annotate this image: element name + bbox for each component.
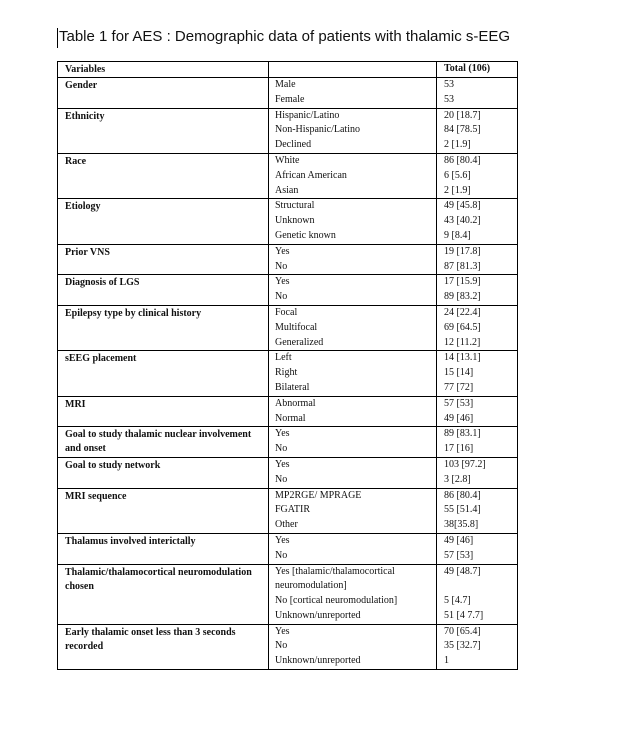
- value-label: 55 [51.4]: [444, 504, 481, 516]
- category-label: Left: [275, 352, 292, 364]
- demographics-table: [57, 61, 518, 670]
- category-label: Normal: [275, 412, 306, 424]
- value-label: 2 [1.9]: [444, 139, 471, 151]
- category-label: Multifocal: [275, 321, 318, 333]
- value-label: [437, 579, 517, 594]
- category-label: Non-Hispanic/Latino: [275, 124, 360, 136]
- value-label: 3 [2.8]: [444, 473, 471, 485]
- value-label: 57 [53]: [444, 549, 474, 561]
- category-cell: [269, 396, 437, 427]
- table-row: [58, 396, 518, 427]
- variable-cell: [58, 351, 269, 396]
- variable-label: Epilepsy type by clinical history: [65, 307, 202, 319]
- value-label: 103 [97.2]: [444, 458, 486, 470]
- variable-label: Thalamic/thalamocortical neuromodulation chosen: [65, 566, 252, 592]
- category-label: Yes: [275, 276, 290, 288]
- category-label: No [cortical neuromodulation]: [275, 595, 398, 607]
- variable-cell: [58, 244, 269, 275]
- value-label: 19 [17.8]: [444, 245, 481, 257]
- table-row: [58, 457, 518, 488]
- category-label: Asian: [275, 184, 299, 196]
- value-cell: [437, 564, 518, 624]
- variable-label: Thalamus involved interictally: [65, 535, 196, 547]
- category-label: African American: [275, 169, 347, 181]
- value-cell: [437, 78, 518, 109]
- variable-cell: [58, 396, 269, 427]
- category-label: Yes: [275, 534, 290, 546]
- table-row: [58, 78, 518, 109]
- value-label: 86 [80.4]: [444, 489, 481, 501]
- category-label: Hispanic/Latino: [275, 109, 340, 121]
- category-cell: [269, 275, 437, 306]
- value-label: 20 [18.7]: [444, 109, 481, 121]
- variable-label: MRI sequence: [65, 490, 127, 502]
- table-row: [58, 533, 518, 564]
- category-label: Yes: [275, 625, 290, 637]
- variable-cell: [58, 427, 269, 458]
- category-label: Genetic known: [275, 229, 336, 241]
- variable-label: Prior VNS: [65, 246, 110, 258]
- value-cell: [437, 153, 518, 198]
- category-cell: [269, 427, 437, 458]
- variable-label: Goal to study network: [65, 459, 161, 471]
- value-cell: [437, 624, 518, 669]
- category-cell: [269, 564, 437, 624]
- variable-label: Early thalamic onset less than 3 seconds recorded: [65, 626, 236, 652]
- value-cell: [437, 488, 518, 533]
- variable-label: Goal to study thalamic nuclear involvement and onset: [65, 429, 252, 455]
- table-row: [58, 624, 518, 669]
- value-label: 87 [81.3]: [444, 260, 481, 272]
- value-label: 53: [444, 93, 454, 105]
- value-label: 14 [13.1]: [444, 352, 481, 364]
- category-cell: [269, 305, 437, 350]
- category-label: Focal: [275, 306, 298, 318]
- category-label: Right: [275, 367, 298, 379]
- value-label: 9 [8.4]: [444, 229, 471, 241]
- table-row: [58, 488, 518, 533]
- header-category-cell: [269, 62, 437, 78]
- category-cell: [269, 244, 437, 275]
- category-cell: [269, 488, 437, 533]
- category-label: Yes: [275, 245, 290, 257]
- variable-cell: [58, 564, 269, 624]
- value-label: 86 [80.4]: [444, 154, 481, 166]
- variable-label: Gender: [65, 80, 98, 91]
- category-label: Unknown/unreported: [275, 609, 361, 621]
- value-cell: [437, 457, 518, 488]
- value-label: 70 [65.4]: [444, 625, 481, 637]
- table-row: [58, 351, 518, 396]
- value-label: 5 [4.7]: [444, 595, 471, 607]
- value-label: 77 [72]: [444, 381, 474, 393]
- value-label: 89 [83.2]: [444, 291, 481, 303]
- variable-label: Ethnicity: [65, 110, 105, 122]
- category-label: Declined: [275, 139, 312, 151]
- value-cell: [437, 427, 518, 458]
- variable-cell: [58, 275, 269, 306]
- value-cell: [437, 533, 518, 564]
- table-row: [58, 244, 518, 275]
- table-row: [58, 108, 518, 153]
- variable-cell: [58, 488, 269, 533]
- header-variables-cell: [58, 62, 269, 78]
- document-title: Table 1 for AES : Demographic data of patients with thalamic s-EEG: [59, 28, 511, 45]
- variable-cell: [58, 305, 269, 350]
- category-label: neuromodulation]: [275, 580, 347, 592]
- value-label: 69 [64.5]: [444, 321, 481, 333]
- category-cell: [269, 624, 437, 669]
- variable-cell: [58, 78, 269, 109]
- variable-cell: [58, 457, 269, 488]
- variable-cell: [58, 153, 269, 198]
- value-label: 49 [48.7]: [444, 565, 481, 577]
- category-label: No: [275, 260, 288, 272]
- header-total-cell: [437, 62, 518, 78]
- category-label: Yes [thalamic/thalamocortical: [275, 565, 395, 577]
- variable-cell: [58, 533, 269, 564]
- category-label: No: [275, 291, 288, 303]
- value-cell: [437, 396, 518, 427]
- category-label: Bilateral: [275, 381, 310, 393]
- value-label: 51 [4 7.7]: [444, 609, 484, 621]
- table-row: [58, 305, 518, 350]
- category-label: Yes: [275, 458, 290, 470]
- value-label: 12 [11.2]: [444, 336, 481, 348]
- value-label: 2 [1.9]: [444, 184, 471, 196]
- category-label: FGATIR: [275, 504, 311, 516]
- category-label: White: [275, 154, 300, 166]
- category-cell: [269, 199, 437, 244]
- category-label: MP2RGE/ MPRAGE: [275, 489, 362, 501]
- category-label: Generalized: [275, 336, 324, 348]
- category-cell: [269, 108, 437, 153]
- table-row: [58, 427, 518, 458]
- category-label: Other: [275, 519, 298, 531]
- variable-label: sEEG placement: [65, 353, 137, 365]
- text-cursor: [57, 28, 58, 48]
- category-label: Abnormal: [275, 397, 316, 409]
- value-label: 49 [46]: [444, 534, 474, 546]
- variable-label: Race: [65, 155, 87, 167]
- category-label: Male: [275, 79, 296, 90]
- value-cell: [437, 199, 518, 244]
- category-cell: [269, 457, 437, 488]
- value-cell: [437, 351, 518, 396]
- header-total: Total (106): [444, 63, 491, 74]
- value-label: 89 [83.1]: [444, 428, 481, 440]
- table-row: [58, 153, 518, 198]
- category-label: Unknown: [275, 215, 315, 227]
- value-cell: [437, 108, 518, 153]
- variable-label: MRI: [65, 398, 86, 410]
- value-label: 57 [53]: [444, 397, 474, 409]
- value-label: 53: [444, 79, 454, 90]
- category-label: Female: [275, 93, 305, 105]
- category-label: No: [275, 443, 288, 455]
- category-cell: [269, 351, 437, 396]
- category-label: No: [275, 473, 288, 485]
- category-label: No: [275, 640, 288, 652]
- category-label: Structural: [275, 200, 315, 212]
- value-label: 17 [15.9]: [444, 276, 481, 288]
- value-label: 38[35.8]: [444, 519, 479, 531]
- value-label: 35 [32.7]: [444, 640, 481, 652]
- value-label: 49 [46]: [444, 412, 474, 424]
- table-row: [58, 564, 518, 624]
- value-label: 1: [444, 655, 449, 667]
- variable-label: Diagnosis of LGS: [65, 277, 140, 289]
- category-cell: [269, 153, 437, 198]
- value-cell: [437, 275, 518, 306]
- value-cell: [437, 305, 518, 350]
- table-row: [58, 199, 518, 244]
- category-cell: [269, 78, 437, 109]
- category-label: Yes: [275, 428, 290, 440]
- value-label: 43 [40.2]: [444, 215, 481, 227]
- value-cell: [437, 244, 518, 275]
- value-label: 15 [14]: [444, 367, 474, 379]
- header-variables: Variables: [65, 64, 106, 75]
- value-label: 6 [5.6]: [444, 169, 471, 181]
- value-label: 24 [22.4]: [444, 306, 481, 318]
- value-label: 49 [45.8]: [444, 200, 481, 212]
- table-row: [58, 275, 518, 306]
- value-label: 84 [78.5]: [444, 124, 481, 136]
- category-label: Unknown/unreported: [275, 655, 361, 667]
- table-header-row: [58, 62, 518, 78]
- variable-label: Etiology: [65, 201, 101, 213]
- value-label: 17 [16]: [444, 443, 474, 455]
- variable-cell: [58, 108, 269, 153]
- variable-cell: [58, 199, 269, 244]
- category-label: No: [275, 549, 288, 561]
- category-cell: [269, 533, 437, 564]
- variable-cell: [58, 624, 269, 669]
